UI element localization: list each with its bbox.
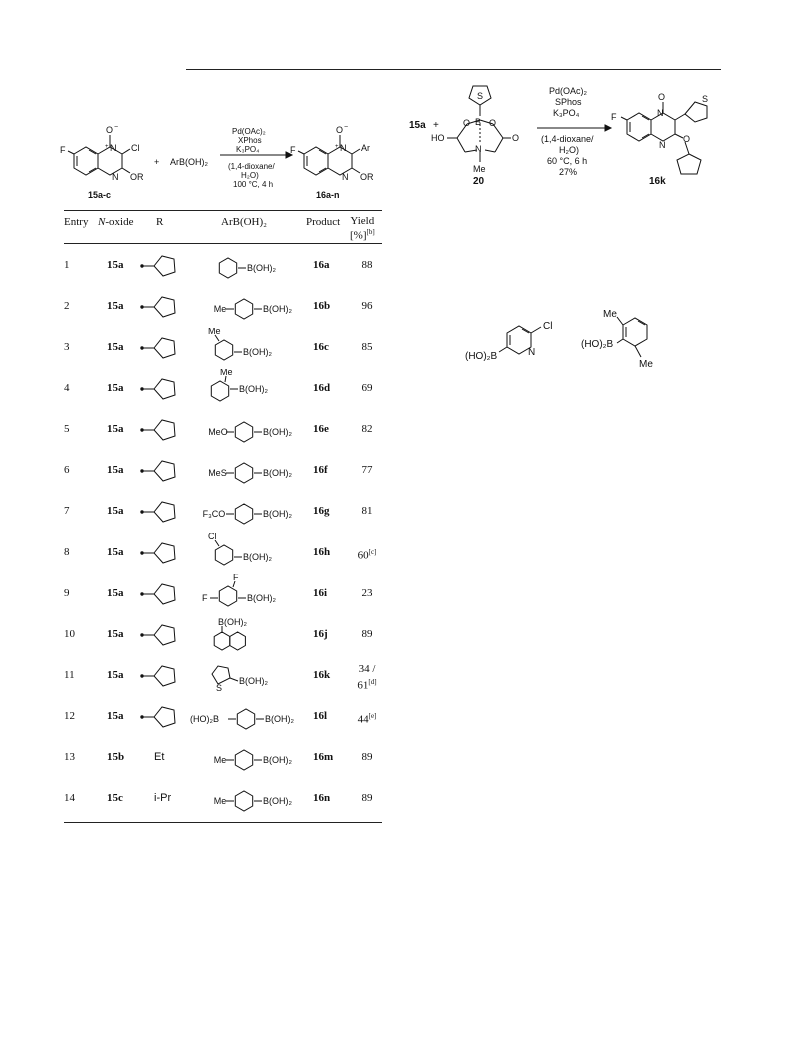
svg-text:+: + xyxy=(335,144,339,150)
svg-text:(1,4-dioxane/: (1,4-dioxane/ xyxy=(228,162,275,171)
arylboronic-structure xyxy=(188,697,308,739)
svg-text:Cl: Cl xyxy=(208,533,217,541)
svg-text:O: O xyxy=(106,125,114,135)
cell-entry: 8 xyxy=(64,546,70,558)
cell-noxide: 15a xyxy=(107,546,124,558)
cyclopentyl-structure xyxy=(138,574,184,614)
svg-text:O: O xyxy=(463,118,471,128)
cyclopentyl-structure xyxy=(138,656,184,696)
cell-yield: 34 / 61[d] xyxy=(357,663,377,692)
top-rule xyxy=(186,69,721,70)
cell-entry: 7 xyxy=(64,505,70,517)
svg-text:N: N xyxy=(659,140,666,150)
arylboronic-structure xyxy=(188,615,308,657)
table-row xyxy=(64,779,382,832)
cell-yield: 88 xyxy=(361,259,373,271)
cell-entry: 2 xyxy=(64,300,70,312)
cell-entry: 9 xyxy=(64,587,70,599)
cell-noxide: 15a xyxy=(107,382,124,394)
cell-entry: 13 xyxy=(64,751,75,763)
svg-text:Me: Me xyxy=(208,328,221,336)
svg-text:Me: Me xyxy=(213,796,227,806)
cell-product: 16n xyxy=(313,792,331,804)
cell-entry: 3 xyxy=(64,341,70,353)
svg-text:F₃CO: F₃CO xyxy=(202,509,226,519)
cell-yield: 96 xyxy=(361,300,373,312)
cell-yield: 89 xyxy=(361,792,373,804)
table-rule-bottom xyxy=(64,822,382,823)
cyclopentyl-structure xyxy=(138,369,184,409)
svg-text:N: N xyxy=(475,144,482,154)
reagent-arb: ArB(OH)₂ xyxy=(170,157,208,167)
cell-yield: 89 xyxy=(361,628,373,640)
cell-yield: 44[e] xyxy=(357,712,377,726)
svg-text:B(OH)₂: B(OH)₂ xyxy=(265,714,294,724)
cyclopentyl-structure xyxy=(138,328,184,368)
svg-text:(HO)₂B: (HO)₂B xyxy=(465,351,498,362)
cell-noxide: 15a xyxy=(107,669,124,681)
cell-product: 16l xyxy=(313,710,328,722)
cell-product: 16d xyxy=(313,382,331,394)
cell-product: 16k xyxy=(313,669,331,681)
svg-text:K₃PO₄: K₃PO₄ xyxy=(236,145,260,154)
svg-text:N: N xyxy=(112,172,119,182)
cyclopentyl-structure xyxy=(138,697,184,737)
cell-product: 16h xyxy=(313,546,331,558)
cyclopentyl-structure xyxy=(138,533,184,573)
svg-text:+: + xyxy=(154,157,160,167)
cell-entry: 12 xyxy=(64,710,75,722)
scheme-2 xyxy=(405,80,735,190)
svg-text:N: N xyxy=(528,347,536,358)
cell-yield: 77 xyxy=(361,464,373,476)
svg-text:SPhos: SPhos xyxy=(555,97,582,107)
arylboronic-structure xyxy=(188,738,308,780)
cell-yield: 82 xyxy=(361,423,373,435)
svg-text:B(OH)₂: B(OH)₂ xyxy=(263,796,292,806)
svg-text:H₂O): H₂O) xyxy=(559,145,579,155)
arylboronic-structure xyxy=(188,574,308,616)
cell-product: 16j xyxy=(313,628,328,640)
cell-product: 16g xyxy=(313,505,330,517)
svg-text:Ar: Ar xyxy=(361,143,370,153)
svg-text:(HO)₂B: (HO)₂B xyxy=(190,714,219,724)
cell-product: 16i xyxy=(313,587,328,599)
svg-text:B(OH)₂: B(OH)₂ xyxy=(243,552,272,562)
svg-text:Cl: Cl xyxy=(543,321,553,332)
svg-text:100 °C, 4 h: 100 °C, 4 h xyxy=(233,180,274,189)
svg-text:O: O xyxy=(683,134,691,144)
svg-text:+: + xyxy=(433,120,439,131)
svg-text:B(OH)₂: B(OH)₂ xyxy=(243,347,272,357)
svg-text:H₂O): H₂O) xyxy=(241,171,259,180)
cell-product: 16f xyxy=(313,464,328,476)
arylboronic-structure xyxy=(188,779,308,821)
table-rule-mid xyxy=(64,243,382,244)
cell-r: Et xyxy=(154,751,165,763)
arylboronic-structure xyxy=(188,451,308,493)
arylboronic-structure xyxy=(188,410,308,452)
cell-entry: 11 xyxy=(64,669,75,681)
scheme-1 xyxy=(60,118,390,210)
svg-text:O: O xyxy=(336,125,344,135)
cell-noxide: 15a xyxy=(107,300,124,312)
svg-text:Me: Me xyxy=(603,309,617,320)
cell-yield: 60[c] xyxy=(357,548,377,562)
svg-text:F: F xyxy=(611,112,617,122)
svg-text:Me: Me xyxy=(213,304,227,314)
label-20: 20 xyxy=(473,176,485,187)
arylboronic-structure xyxy=(188,492,308,534)
label-16a-n: 16a-n xyxy=(316,190,340,200)
svg-text:−: − xyxy=(114,124,119,131)
cell-product: 16c xyxy=(313,341,329,353)
cell-noxide: 15a xyxy=(107,341,124,353)
svg-text:O: O xyxy=(512,133,520,143)
svg-text:Pd(OAc)₂: Pd(OAc)₂ xyxy=(549,86,587,96)
svg-text:Me: Me xyxy=(213,755,227,765)
label-15a-c: 15a-c xyxy=(88,190,112,200)
cell-noxide: 15a xyxy=(107,710,124,722)
svg-text:+: + xyxy=(105,144,109,150)
cell-product: 16m xyxy=(313,751,334,763)
svg-text:N: N xyxy=(657,108,664,118)
cell-entry: 6 xyxy=(64,464,70,476)
svg-text:B: B xyxy=(475,117,482,127)
cell-noxide: 15a xyxy=(107,259,124,271)
cell-yield: 81 xyxy=(361,505,373,517)
arylboronic-structure xyxy=(188,533,308,575)
cell-entry: 1 xyxy=(64,259,70,271)
cyclopentyl-structure xyxy=(138,492,184,532)
svg-text:S: S xyxy=(477,91,484,101)
svg-text:B(OH)₂: B(OH)₂ xyxy=(239,676,268,686)
svg-text:XPhos: XPhos xyxy=(238,136,262,145)
svg-text:Me: Me xyxy=(220,369,233,377)
svg-text:Cl: Cl xyxy=(131,143,140,153)
cyclopentyl-structure xyxy=(138,615,184,655)
cell-r: i-Pr xyxy=(154,792,172,804)
cell-entry: 14 xyxy=(64,792,75,804)
table-rule-top xyxy=(64,210,382,211)
cell-yield: 69 xyxy=(361,382,373,394)
svg-text:OR: OR xyxy=(130,172,144,182)
cell-product: 16e xyxy=(313,423,329,435)
svg-text:O: O xyxy=(658,92,666,102)
cell-noxide: 15a xyxy=(107,423,124,435)
svg-text:B(OH)₂: B(OH)₂ xyxy=(247,593,276,603)
svg-text:N: N xyxy=(340,143,347,153)
label-16k: 16k xyxy=(649,176,666,187)
svg-text:B(OH)₂: B(OH)₂ xyxy=(263,304,292,314)
svg-text:F: F xyxy=(233,574,239,582)
svg-text:(HO)₂B: (HO)₂B xyxy=(581,339,614,350)
svg-text:F: F xyxy=(202,593,208,603)
svg-text:B(OH)₂: B(OH)₂ xyxy=(263,509,292,519)
cell-yield: 89 xyxy=(361,751,373,763)
cell-noxide: 15a xyxy=(107,628,124,640)
cyclopentyl-structure xyxy=(138,410,184,450)
atom-f: F xyxy=(60,145,66,155)
svg-text:MeS: MeS xyxy=(208,468,227,478)
svg-text:K₃PO₄: K₃PO₄ xyxy=(553,108,580,118)
cell-yield: 23 xyxy=(361,587,373,599)
svg-text:F: F xyxy=(290,145,296,155)
svg-text:B(OH)₂: B(OH)₂ xyxy=(239,384,268,394)
svg-text:B(OH)₂: B(OH)₂ xyxy=(263,755,292,765)
arylboronic-structure xyxy=(188,246,308,288)
cell-product: 16b xyxy=(313,300,331,312)
svg-text:27%: 27% xyxy=(559,167,578,177)
cyclopentyl-structure xyxy=(138,451,184,491)
svg-text:OR: OR xyxy=(360,172,374,182)
svg-text:Me: Me xyxy=(473,164,486,174)
svg-text:O: O xyxy=(489,118,497,128)
arylboronic-structure xyxy=(188,369,308,411)
svg-text:−: − xyxy=(344,124,349,131)
svg-text:MeO: MeO xyxy=(208,427,228,437)
svg-text:60 °C, 6 h: 60 °C, 6 h xyxy=(547,156,588,166)
cell-noxide: 15c xyxy=(107,792,123,804)
svg-text:B(OH)₂: B(OH)₂ xyxy=(263,427,292,437)
cell-product: 16a xyxy=(313,259,330,271)
cell-noxide: 15a xyxy=(107,587,124,599)
cyclopentyl-structure xyxy=(138,246,184,286)
svg-text:B(OH)₂: B(OH)₂ xyxy=(263,468,292,478)
svg-text:Me: Me xyxy=(639,359,653,370)
cell-yield: 85 xyxy=(361,341,373,353)
svg-text:B(OH)₂: B(OH)₂ xyxy=(247,263,276,273)
cyclopentyl-structure xyxy=(138,287,184,327)
svg-text:N: N xyxy=(342,172,349,182)
svg-text:N: N xyxy=(110,143,117,153)
svg-text:S: S xyxy=(702,94,709,104)
svg-text:15a: 15a xyxy=(409,120,426,131)
cell-noxide: 15a xyxy=(107,464,124,476)
svg-text:HO: HO xyxy=(431,133,445,143)
arylboronic-structure xyxy=(188,287,308,329)
svg-text:(1,4-dioxane/: (1,4-dioxane/ xyxy=(541,134,594,144)
arylboronic-structure xyxy=(188,328,308,370)
svg-text:S: S xyxy=(216,683,223,693)
cell-entry: 5 xyxy=(64,423,70,435)
cell-noxide: 15b xyxy=(107,751,125,763)
cell-entry: 4 xyxy=(64,382,70,394)
arylboronic-structure xyxy=(188,656,308,698)
svg-text:Pd(OAc)₂: Pd(OAc)₂ xyxy=(232,127,266,136)
svg-text:B(OH)₂: B(OH)₂ xyxy=(218,617,247,627)
cell-noxide: 15a xyxy=(107,505,124,517)
cell-entry: 10 xyxy=(64,628,75,640)
extra-structures xyxy=(465,305,675,377)
